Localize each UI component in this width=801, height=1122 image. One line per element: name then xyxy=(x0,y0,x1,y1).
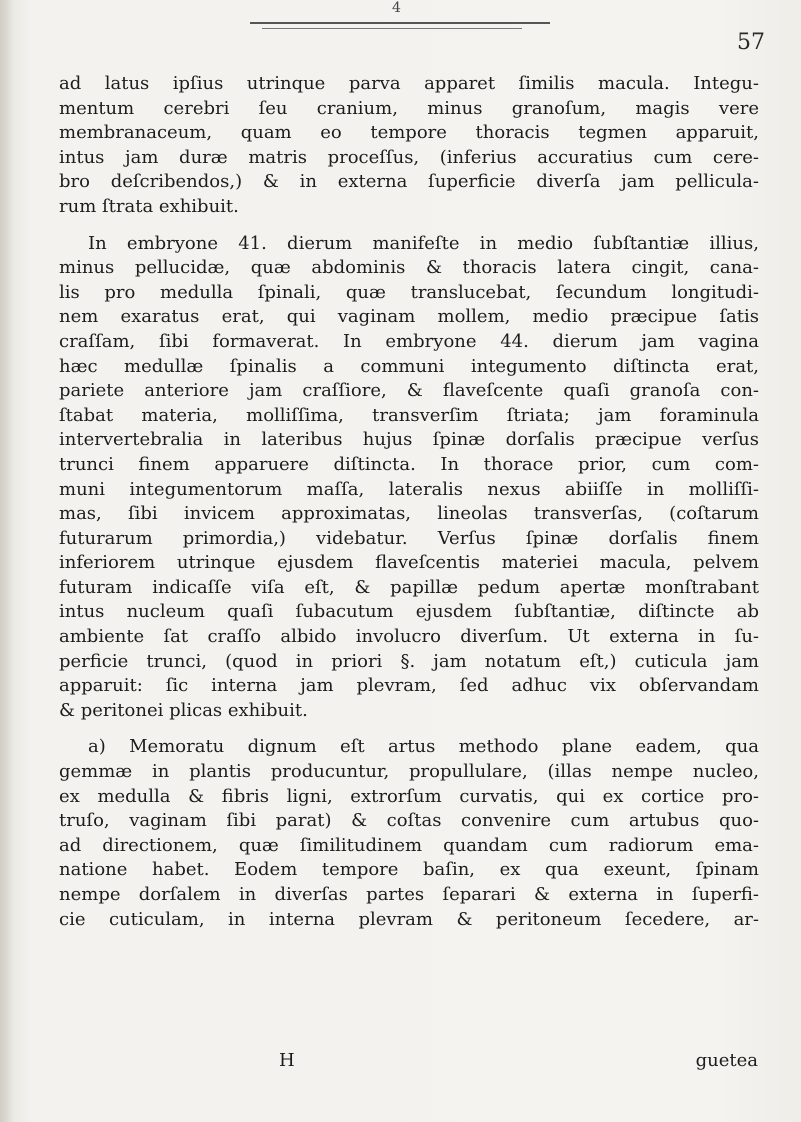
gutter-shadow xyxy=(0,0,14,1122)
catchword: guetea xyxy=(695,1050,758,1071)
text-line: apparuit: ſic interna jam plevram, ſed adhuc vix obſervandam xyxy=(59,675,759,697)
header-mark: 4 xyxy=(392,0,401,16)
text-line: In embryone 41. dierum manifeſte in medio ſubſtantiæ illius, xyxy=(88,232,759,254)
text-line: muni integumentorum maſſa, lateralis nexus abiiſſe in molliſſi- xyxy=(59,478,759,500)
text-line: intus nucleum quaſi ſubacutum ejusdem ſubſtantiæ, diſtincte ab xyxy=(59,601,759,623)
text-line: perficie trunci, (quod in priori §. jam notatum eſt,) cuticula jam xyxy=(59,650,759,672)
text-line: ſtabat materia, molliſſima, transverſim ſtriata; jam foraminula xyxy=(59,404,759,426)
text-line: gemmæ in plantis producuntur, propullulare, (illas nempe nucleo, xyxy=(59,761,759,783)
text-line: inferiorem utrinque ejusdem flaveſcentis materiei macula, pelvem xyxy=(59,552,759,574)
text-line: a) Memoratu dignum eſt artus methodo plane eadem, qua xyxy=(88,736,759,758)
paragraph-1 xyxy=(59,72,759,220)
text-line: cie cuticulam, in interna plevram & peritoneum ſecedere, ar- xyxy=(59,908,759,930)
footnote-a xyxy=(59,735,759,932)
signature-mark: H xyxy=(279,1050,295,1071)
text-line: minus pellucidæ, quæ abdominis & thoracis latera cingit, cana- xyxy=(59,257,759,279)
text-line: pariete anteriore jam craſſiore, & flaveſcente quaſi granoſa con- xyxy=(59,380,759,402)
text-line: ad directionem, quæ ſimilitudinem quandam cum radiorum ema- xyxy=(59,834,759,856)
paragraph-2 xyxy=(59,232,759,724)
text-line: intus jam duræ matris proceſſus, (inferius accuratius cum cere- xyxy=(59,146,759,168)
text-line: rum ſtrata exhibuit. xyxy=(59,195,239,217)
page-footer xyxy=(59,1050,759,1074)
text-line: ambiente ſat craſſo albido involucro diverſum. Ut externa in ſu- xyxy=(59,626,759,648)
text-line: futuram indicaſſe viſa eſt, & papillæ pedum apertæ monſtrabant xyxy=(59,576,759,598)
text-line: hæc medullæ ſpinalis a communi integumento diſtincta erat, xyxy=(59,355,759,377)
text-line: ex medulla & fibris ligni, extrorſum curvatis, qui ex cortice pro- xyxy=(59,785,759,807)
text-line: & peritonei plicas exhibuit. xyxy=(59,699,308,721)
text-line: trunci finem apparuere diſtincta. In thorace prior, cum com- xyxy=(59,453,759,475)
body-text xyxy=(59,72,759,932)
text-line: intervertebralia in lateribus hujus ſpinæ dorſalis præcipue verſus xyxy=(59,429,759,451)
text-line: craſſam, ſibi formaverat. In embryone 44. dierum jam vagina xyxy=(59,330,759,352)
header-rule-secondary xyxy=(262,28,522,29)
header-rule xyxy=(250,22,550,24)
text-line: truſo, vaginam ſibi parat) & coſtas convenire cum artubus quo- xyxy=(59,810,759,832)
text-line: ad latus ipſius utrinque parva apparet ſimilis macula. Integu- xyxy=(59,73,759,94)
text-line: nem exaratus erat, qui vaginam mollem, medio præcipue ſatis xyxy=(59,306,759,328)
text-line: natione habet. Eodem tempore baſin, ex qua exeunt, ſpinam xyxy=(59,859,759,881)
text-line: mentum cerebri ſeu cranium, minus granoſum, magis vere xyxy=(59,97,759,119)
text-line: bro deſcribendos,) & in externa ſuperficie diverſa jam pellicula- xyxy=(59,171,759,193)
text-line: lis pro medulla ſpinali, quæ translucebat, ſecundum longitudi- xyxy=(59,281,759,303)
text-line: futurarum primordia,) videbatur. Verſus ſpinæ dorſalis finem xyxy=(59,527,759,549)
text-line: membranaceum, quam eo tempore thoracis tegmen apparuit, xyxy=(59,122,759,144)
text-line: mas, ſibi invicem approximatas, lineolas transverſas, (coſtarum xyxy=(59,503,759,525)
page-number: 57 xyxy=(737,30,765,55)
text-line: nempe dorſalem in diverſas partes ſeparari & externa in ſuperfi- xyxy=(59,884,759,905)
